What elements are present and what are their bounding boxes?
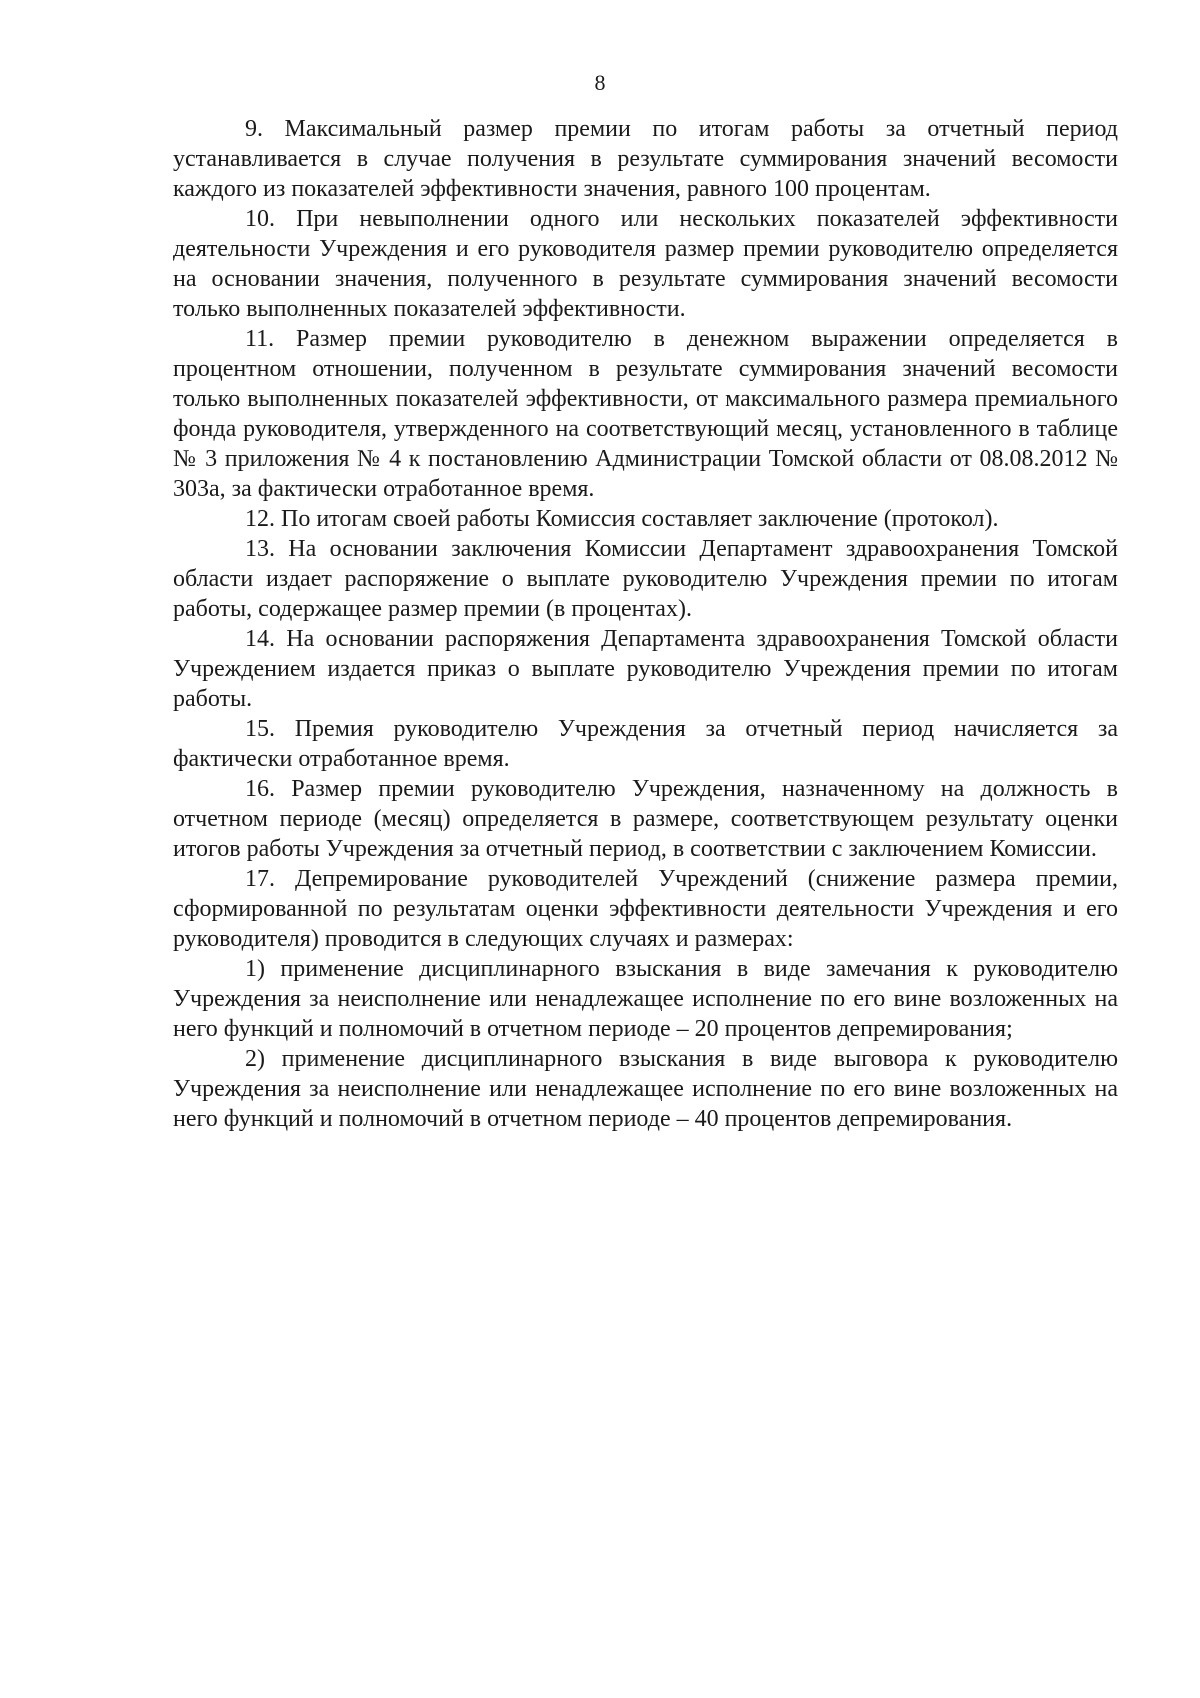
paragraph-12: 12. По итогам своей работы Комиссия составляет заключение (протокол). <box>245 506 999 532</box>
paragraph-16: 16. Размер премии руководителю Учреждения, назначенному на должность в отчетном периоде (месяц) определяется в размере, соответствующем результату оценки итогов работы Учреждения за отчетный период, в соответствии с заключением Комиссии. <box>173 776 1118 862</box>
paragraph-17-item-2: 2) применение дисциплинарного взыскания в виде выговора к руководителю Учреждения за неисполнение или ненадлежащее исполнение по его вине возложенных на него функций и полномочий в отчетном периоде – 40 процентов депремирования. <box>173 1046 1118 1132</box>
paragraph-9: 9. Максимальный размер премии по итогам работы за отчетный период устанавливается в случае получения в результате суммирования значений весомости каждого из показателей эффективности значения, равного 100 процентам. <box>173 116 1118 202</box>
paragraph-10: 10. При невыполнении одного или нескольких показателей эффективности деятельности Учреждения и его руководителя размер премии руководителю определяется на основании значения, полученного в результате суммирования значений весомости только выполненных показателей эффективности. <box>173 206 1118 322</box>
paragraph-17-item-1: 1) применение дисциплинарного взыскания в виде замечания к руководителю Учреждения за неисполнение или ненадлежащее исполнение по его вине возложенных на него функций и полномочий в отчетном периоде – 20 процентов депремирования; <box>173 956 1118 1042</box>
page-number: 8 <box>594 70 606 95</box>
paragraph-14: 14. На основании распоряжения Департамента здравоохранения Томской области Учреждением издается приказ о выплате руководителю Учреждения премии по итогам работы. <box>173 626 1118 712</box>
paragraph-13: 13. На основании заключения Комиссии Департамент здравоохранения Томской области издает распоряжение о выплате руководителю Учреждения премии по итогам работы, содержащее размер премии (в процентах). <box>173 536 1118 622</box>
paragraph-17: 17. Депремирование руководителей Учреждений (снижение размера премии, сформированной по результатам оценки эффективности деятельности Учреждения и его руководителя) проводится в следующих случаях и размерах: <box>173 866 1118 952</box>
document-body <box>173 114 1118 1134</box>
paragraph-15: 15. Премия руководителю Учреждения за отчетный период начисляется за фактически отработанное время. <box>173 716 1118 772</box>
paragraph-11: 11. Размер премии руководителю в денежном выражении определяется в процентном отношении, полученном в результате суммирования значений весомости только выполненных показателей эффективности, от максимального размера премиального фонда руководителя, утвержденного на соответствующий месяц, установленного в таблице № 3 приложения № 4 к постановлению Администрации Томской области от 08.08.2012 № 303а, за фактически отработанное время. <box>173 326 1118 502</box>
